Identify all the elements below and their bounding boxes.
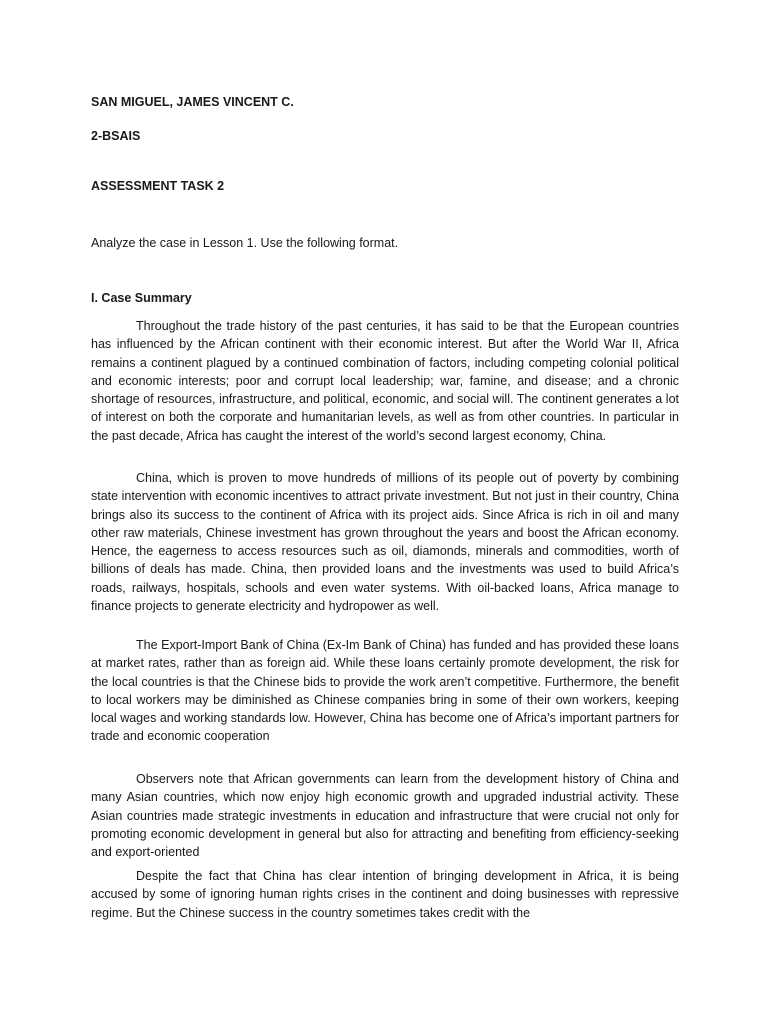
case-summary-heading: I. Case Summary <box>91 291 192 305</box>
case-summary-paragraph-2: China, which is proven to move hundreds of millions of its people out of poverty by combining state intervention with economic incentives to attract private investment. But not just in their country, China brings also its success to the continent of Africa with its project aids. Since Africa is rich in oil and many other raw materials, Chinese investment has grown throughout the years and boost the African economy. Hence, the eagerness to access resources such as oil, diamonds, minerals and commodities, worth of billions of deals has made. China, then provided loans and the investments was used to build Africa’s roads, railways, hospitals, schools and even water systems. With oil-backed loans, Africa manage to finance projects to generate electricity and hydropower as well. <box>91 471 679 614</box>
case-summary-paragraph-1: Throughout the trade history of the past centuries, it has said to be that the European countries has influenced by the African continent with their economic interest. But after the World War II, Africa remains a continent plagued by a continued combination of factors, including competing colonial political and economic interests; poor and corrupt local leadership; war, famine, and disease; and a chronic shortage of resources, infrastructure, and political, economic, and social will. The continent generates a lot of interest on both the corporate and humanitarian levels, as well as from other countries. In particular in the past decade, Africa has caught the interest of the world’s second largest economy, China. <box>91 319 679 443</box>
task-instruction: Analyze the case in Lesson 1. Use the following format. <box>91 236 399 250</box>
case-summary-paragraph-5: Despite the fact that China has clear intention of bringing development in Africa, it is being accused by some of ignoring human rights crises in the continent and doing businesses with repressive regime. But the Chinese success in the country sometimes takes credit with the <box>91 869 679 920</box>
case-summary-paragraph-4: Observers note that African governments can learn from the development history of China and many Asian countries, which now enjoy high economic growth and upgraded industrial activity. These Asian countries made strategic investments in education and infrastructure that were crucial not only for promoting economic development in general but also for attracting and benefiting from efficiency-seeking and export-oriented <box>91 772 679 860</box>
case-summary-paragraph-3: The Export-Import Bank of China (Ex-Im Bank of China) has funded and has provided these loans at market rates, rather than as foreign aid. While these loans certainly promote development, the risk for the local countries is that the Chinese bids to provide the work aren’t competitive. Furthermore, the benefit to local workers may be diminished as Chinese companies bring in some of their own workers, keeping local wages and working standards low. However, China has become one of Africa’s important partners for trade and economic cooperation <box>91 638 679 744</box>
student-name: SAN MIGUEL, JAMES VINCENT C. <box>91 95 294 109</box>
student-section: 2-BSAIS <box>91 129 141 143</box>
task-title: ASSESSMENT TASK 2 <box>91 179 225 193</box>
